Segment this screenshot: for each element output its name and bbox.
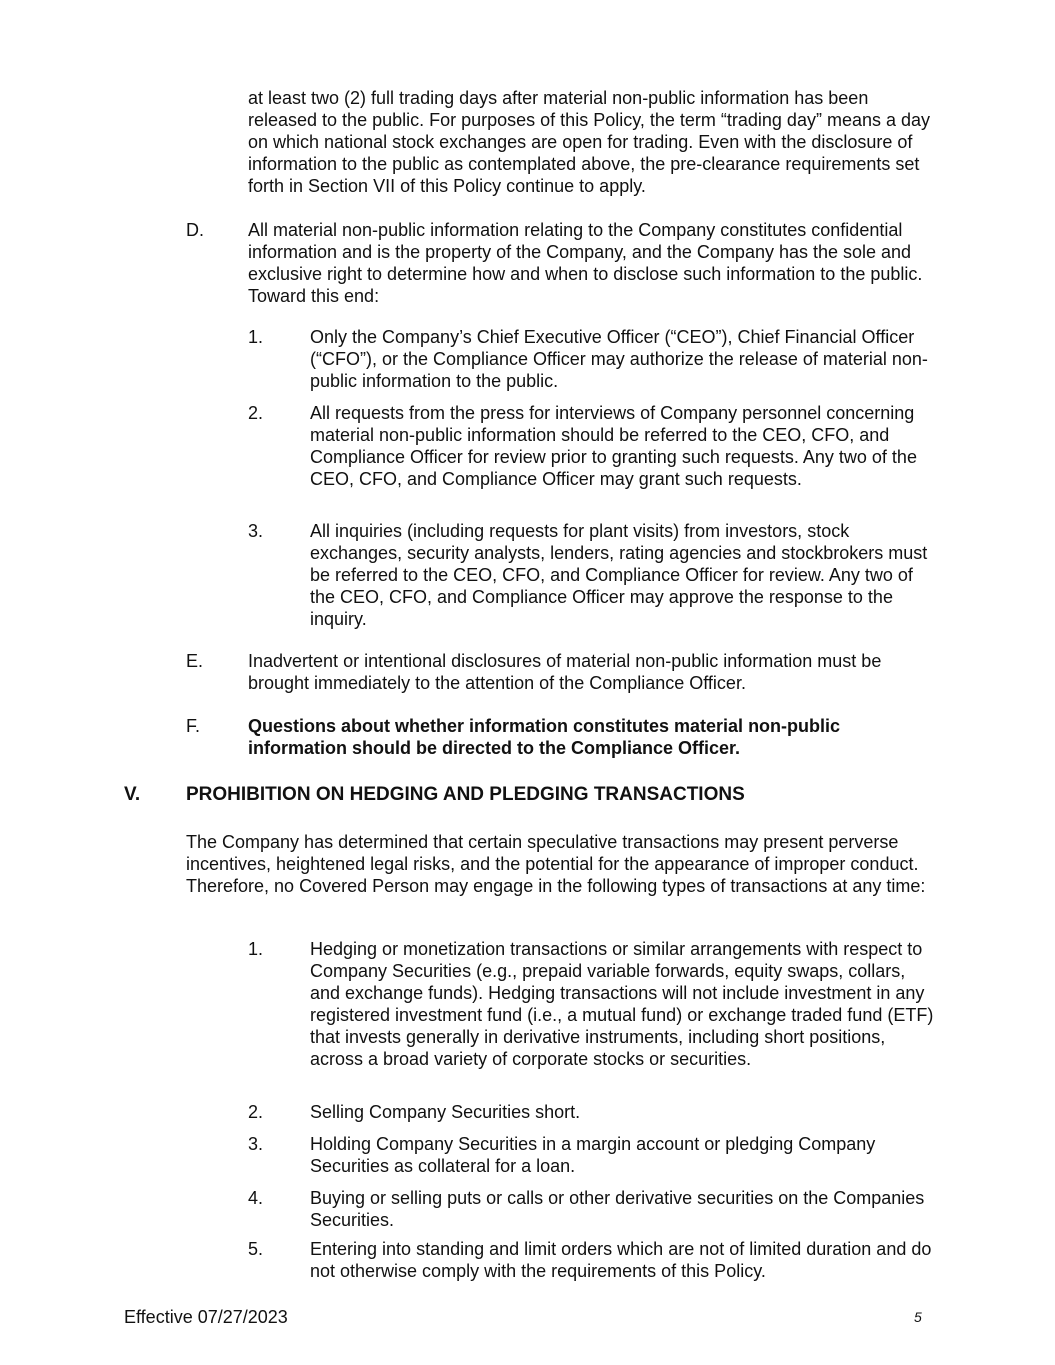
section-e-text: Inadvertent or intentional disclosures of material non-public information must be brought immediately to the attention of the Compliance Officer. — [248, 651, 882, 693]
list-item-text: Only the Company’s Chief Executive Officer (“CEO”), Chief Financial Officer (“CFO”), or the Compliance Officer may authorize the release of material non-public information to the public. — [310, 327, 928, 391]
list-item-number: 3. — [248, 521, 264, 541]
section-f-text: Questions about whether information constitutes material non-public information should be directed to the Compliance Officer. — [248, 716, 841, 758]
list-item-number: 1. — [248, 939, 264, 959]
list-item-text: All requests from the press for interviews of Company personnel concerning material non-public information should be referred to the CEO, CFO, and Compliance Officer for review prior to granting such requests. Any two of the CEO, CFO, and Compliance Officer may grant such requests. — [310, 403, 917, 489]
list-item-text: Selling Company Securities short. — [310, 1102, 581, 1122]
list-item-number: 4. — [248, 1188, 264, 1208]
list-item-number: 3. — [248, 1134, 264, 1154]
list-item-text: Holding Company Securities in a margin account or pledging Company Securities as collateral for a loan. — [310, 1134, 876, 1176]
list-item-number: 2. — [248, 403, 264, 423]
list-item-text: Entering into standing and limit orders which are not of limited duration and do not otherwise comply with the requirements of this Policy. — [310, 1239, 932, 1281]
section-f-label: F. — [186, 716, 201, 736]
list-item-number: 2. — [248, 1102, 264, 1122]
section-v-title: PROHIBITION ON HEDGING AND PLEDGING TRANSACTIONS — [186, 784, 745, 805]
list-item-text: All inquiries (including requests for plant visits) from investors, stock exchanges, security analysts, lenders, rating agencies and stockbrokers must be referred to the CEO, CFO, and Compliance Officer for review. Any two of the CEO, CFO, and Compliance Officer may approve the response to the inquiry. — [310, 521, 928, 629]
list-item-number: 5. — [248, 1239, 264, 1259]
section-v-intro: The Company has determined that certain speculative transactions may present perverse incentives, heightened legal risks, and the potential for the appearance of improper conduct. Therefore, no Covered Person may engage in the following types of transactions at any time: — [186, 832, 926, 896]
section-v-label: V. — [124, 784, 141, 805]
continuation-paragraph: at least two (2) full trading days after material non-public information has been released to the public. For purposes of this Policy, the term “trading day” means a day on which national stock exchanges are open for trading. Even with the disclosure of information to the public as contemplated above, the pre-clearance requirements set forth in Section VII of this Policy continue to apply. — [248, 88, 931, 196]
section-d-text: All material non-public information relating to the Company constitutes confidential information and is the property of the Company, and the Company has the sole and exclusive right to determine how and when to disclose such information to the public. Toward this end: — [248, 220, 923, 306]
section-d-label: D. — [186, 220, 204, 240]
list-item-number: 1. — [248, 327, 264, 347]
footer-effective-date: Effective 07/27/2023 — [124, 1307, 288, 1327]
footer-page-number: 5 — [914, 1309, 922, 1325]
list-item-text: Hedging or monetization transactions or similar arrangements with respect to Company Securities (e.g., prepaid variable forwards, equity swaps, collars, and exchange funds). Hedging transactions will not include investment in any registered investment fund (i.e., a mutual fund) or exchange traded fund (ETF) that invests generally in derivative instruments, including short positions, across a broad variety of corporate stocks or securities. — [310, 939, 934, 1069]
list-item-text: Buying or selling puts or calls or other derivative securities on the Companies Securities. — [310, 1188, 925, 1230]
section-e-label: E. — [186, 651, 204, 671]
